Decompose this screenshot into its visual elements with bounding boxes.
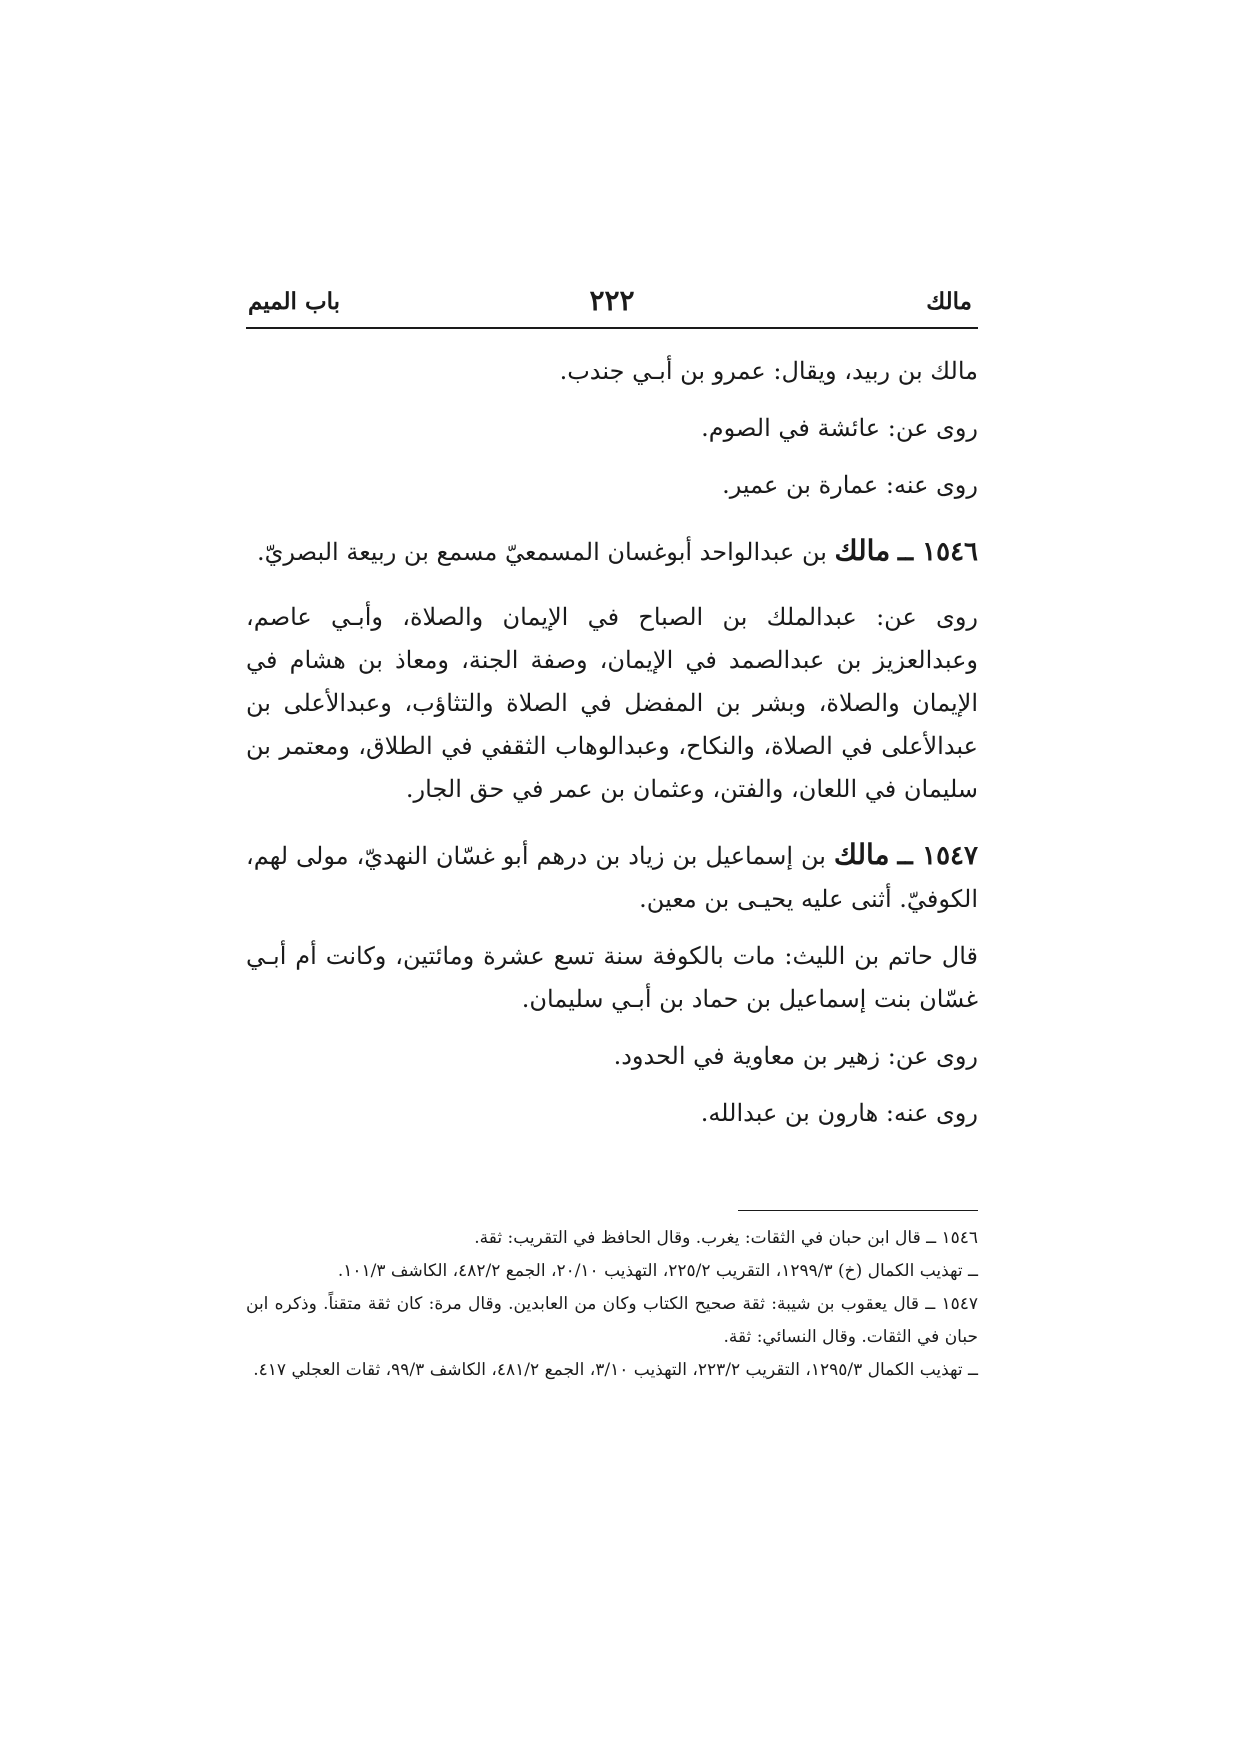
header-rule	[246, 327, 978, 329]
entry-number: ١٥٤٦ ــ	[897, 537, 978, 567]
footnote-1547-grading: ١٥٤٧ ــ قال يعقوب بن شيبة: ثقة صحيح الكتاب وكان من العابدين. وقال مرة: كان ثقة متقناً. وذكره ابن حبان في الثقات. وقال النسائي: ثقة.	[246, 1294, 978, 1347]
entry-name: مالك	[834, 534, 891, 567]
header-entry-name: مالك	[926, 288, 972, 315]
paragraph-narrated-from: روى عن: زهير بن معاوية في الحدود.	[613, 1042, 978, 1070]
entry-number: ١٥٤٧ ــ	[897, 841, 978, 871]
entry-text: بن إسماعيل بن زياد بن درهم أبو غسّان النهديّ، مولى لهم، الكوفيّ. أثنى عليه يحيـى بن معين.	[246, 842, 978, 913]
footnote-1546-grading: ١٥٤٦ ــ قال ابن حبان في الثقات: يغرب. وقال الحافظ في التقريب: ثقة.	[474, 1228, 978, 1248]
running-header	[246, 284, 978, 328]
entry-1547	[246, 833, 978, 921]
footnote-1547-sources: ــ تهذيب الكمال ١٢٩٥/٣، التقريب ٢٢٣/٢، التهذيب ٣/١٠، الجمع ٤٨١/٢، الكاشف ٩٩/٣، ثقات العجلي ٤١٧.	[253, 1360, 978, 1380]
footnotes	[246, 1222, 978, 1387]
footnote-rule	[738, 1210, 978, 1211]
entry-1546	[246, 529, 978, 574]
entry-text: بن عبدالواحد أبوغسان المسمعيّ مسمع بن ربيعة البصريّ.	[257, 538, 827, 566]
header-chapter-title: باب الميم	[248, 288, 341, 315]
paragraph-quote: قال حاتم بن الليث: مات بالكوفة سنة تسع عشرة ومائتين، وكانت أم أبـي غسّان بنت إسماعيل بن حماد بن أبـي سليمان.	[246, 942, 978, 1013]
main-text	[246, 350, 978, 1135]
entry-name: مالك	[833, 838, 890, 871]
paragraph-continuation: مالك بن ربيد، ويقال: عمرو بن أبـي جندب.	[559, 357, 978, 385]
paragraph-narrated-by: روى عنه: هارون بن عبدالله.	[700, 1099, 978, 1127]
page-number: ٢٢٢	[589, 284, 635, 317]
paragraph-narrated-by: روى عنه: عمارة بن عمير.	[722, 471, 978, 499]
paragraph-narrated-from: روى عن: عائشة في الصوم.	[701, 414, 978, 442]
footnote-1546-sources: ــ تهذيب الكمال (خ) ١٢٩٩/٣، التقريب ٢٢٥/٢، التهذيب ٢٠/١٠، الجمع ٤٨٢/٢، الكاشف ١٠١/٣.	[337, 1261, 978, 1281]
paragraph-narrated-from: روى عن: عبدالملك بن الصباح في الإيمان والصلاة، وأبـي عاصم، وعبدالعزيز بن عبدالصمد في الإيمان، وصفة الجنة، ومعاذ بن هشام في الإيمان والصلاة، وبشر بن المفضل في الصلاة والتثاؤب، وعبدالأعلى بن عبدالأعلى في الصلاة، والنكاح، وعبدالوهاب الثقفي في الطلاق، ومعتمر بن سليمان في اللعان، والفتن، وعثمان بن عمر في حق الجار.	[246, 603, 978, 803]
